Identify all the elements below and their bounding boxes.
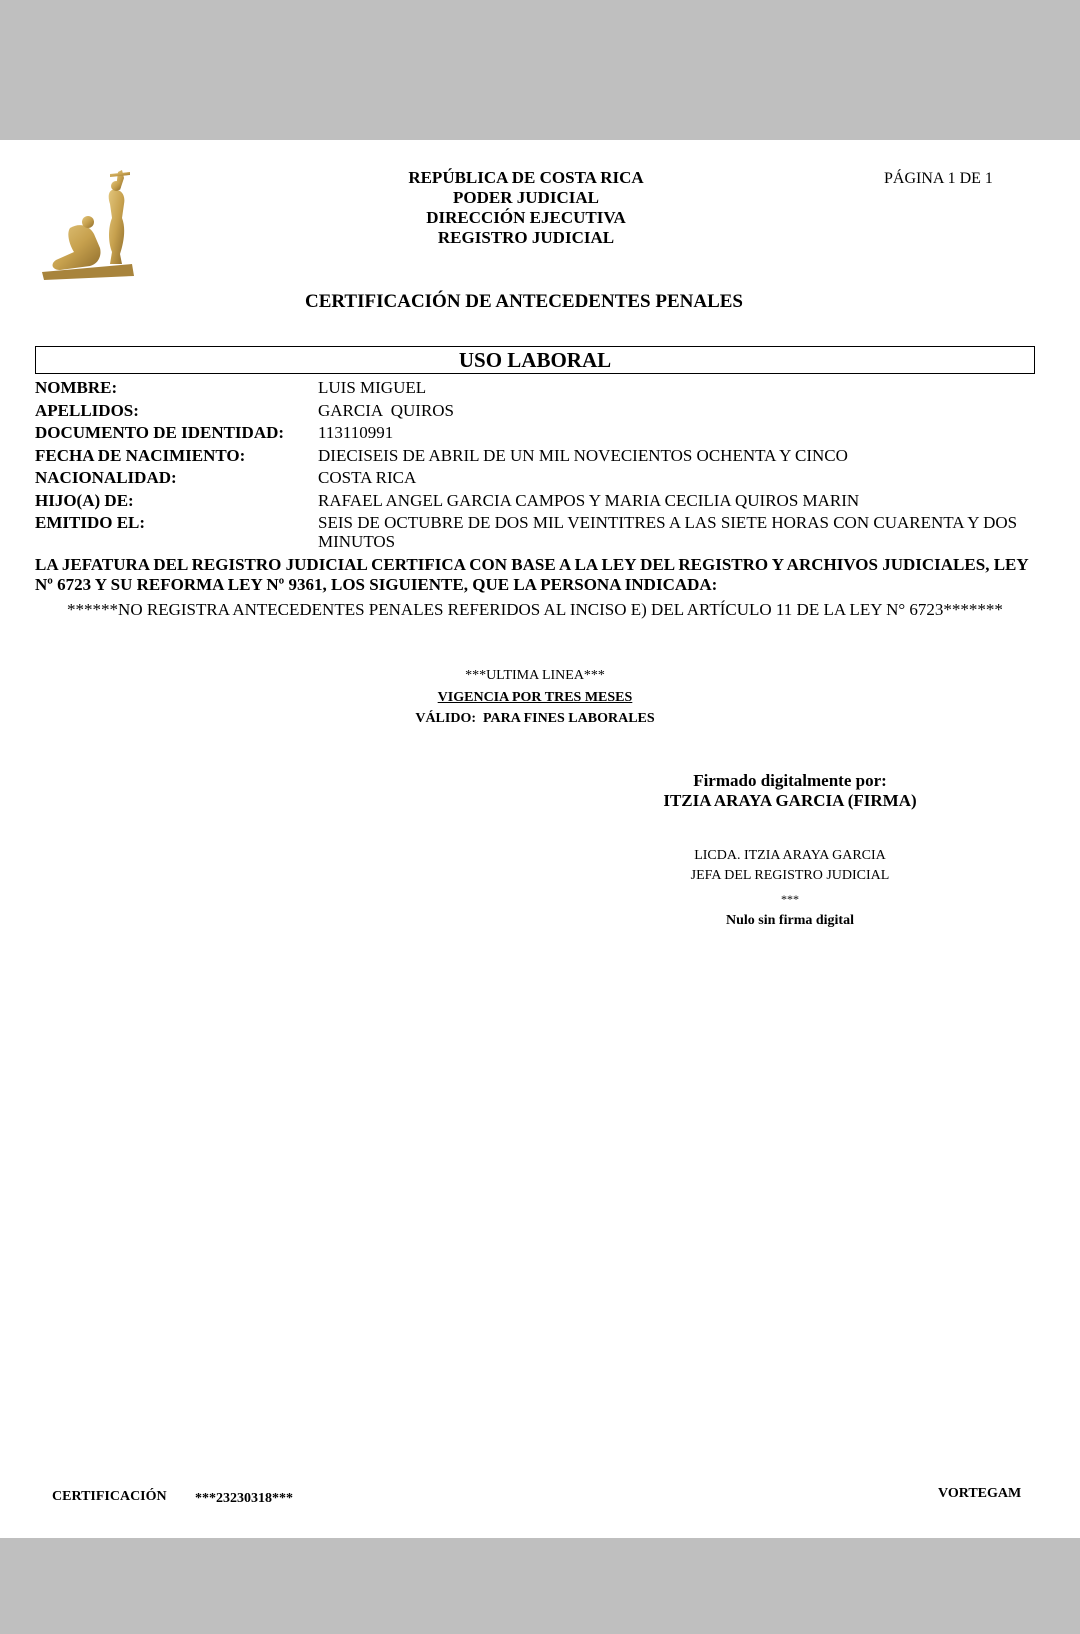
field-label: EMITIDO EL: xyxy=(35,513,146,532)
field-value: LUIS MIGUEL xyxy=(318,378,427,397)
valid-purpose: VÁLIDO: PARA FINES LABORALES xyxy=(415,711,655,726)
certificate-title: CERTIFICACIÓN DE ANTECEDENTES PENALES xyxy=(304,291,743,312)
criminal-record-result: ******NO REGISTRA ANTECEDENTES PENALES REFERIDOS AL INCISO E) DEL ARTÍCULO 11 DE LA LEY N° 6723******* xyxy=(67,600,1003,619)
field-label: DOCUMENTO DE IDENTIDAD: xyxy=(35,423,285,442)
field-value: 113110991 xyxy=(318,423,394,442)
document-page xyxy=(0,140,1080,1538)
field-value: SEIS DE OCTUBRE DE DOS MIL VEINTITRES A LAS SIETE HORAS CON CUARENTA Y DOS MINUTOS xyxy=(318,513,1018,551)
usage-box: USO LABORAL xyxy=(35,346,1035,374)
field-label: HIJO(A) DE: xyxy=(35,491,134,510)
field-value: DIECISEIS DE ABRIL DE UN MIL NOVECIENTOS OCHENTA Y CINCO xyxy=(318,446,848,465)
header-direction: DIRECCIÓN EJECUTIVA xyxy=(426,208,626,227)
field-label: FECHA DE NACIMIENTO: xyxy=(35,446,246,465)
signer-title: JEFA DEL REGISTRO JUDICIAL xyxy=(690,868,890,883)
footer-cert-label: CERTIFICACIÓN xyxy=(52,1489,167,1504)
certification-text: LA JEFATURA DEL REGISTRO JUDICIAL CERTIFICA CON BASE A LA LEY DEL REGISTRO Y ARCHIVOS JUDICIALES, LEY Nº 6723 Y SU REFORMA LEY Nº 9361, LOS SIGUIENTE, QUE LA PERSONA INDICADA: xyxy=(35,555,1029,594)
signature-stars: *** xyxy=(781,892,799,906)
header-registry: REGISTRO JUDICIAL xyxy=(437,228,615,247)
page-number: PÁGINA 1 DE 1 xyxy=(884,170,993,187)
footer-cert-number: ***23230318*** xyxy=(195,1491,293,1506)
header-country: REPÚBLICA DE COSTA RICA xyxy=(408,168,644,187)
field-value: RAFAEL ANGEL GARCIA CAMPOS Y MARIA CECILIA QUIROS MARIN xyxy=(318,491,860,510)
validity-period: VIGENCIA POR TRES MESES xyxy=(437,690,633,705)
header-judicial-power: PODER JUDICIAL xyxy=(453,188,599,207)
field-value: GARCIA QUIROS xyxy=(318,401,455,420)
field-label: NACIONALIDAD: xyxy=(35,468,177,487)
field-label: NOMBRE: xyxy=(35,378,118,397)
null-without-signature-note: Nulo sin firma digital xyxy=(726,913,854,928)
signer-block xyxy=(600,846,980,886)
signer-name: LICDA. ITZIA ARAYA GARCIA xyxy=(694,848,886,863)
footer-user-code: VORTEGAM xyxy=(938,1486,1022,1501)
field-label: APELLIDOS: xyxy=(35,401,139,420)
signed-by-name: ITZIA ARAYA GARCIA (FIRMA) xyxy=(663,791,917,810)
signed-by-label: Firmado digitalmente por: xyxy=(693,771,887,790)
last-line-marker: ***ULTIMA LINEA*** xyxy=(465,668,605,683)
digital-signature-block xyxy=(600,771,980,811)
field-value: COSTA RICA xyxy=(318,468,417,487)
